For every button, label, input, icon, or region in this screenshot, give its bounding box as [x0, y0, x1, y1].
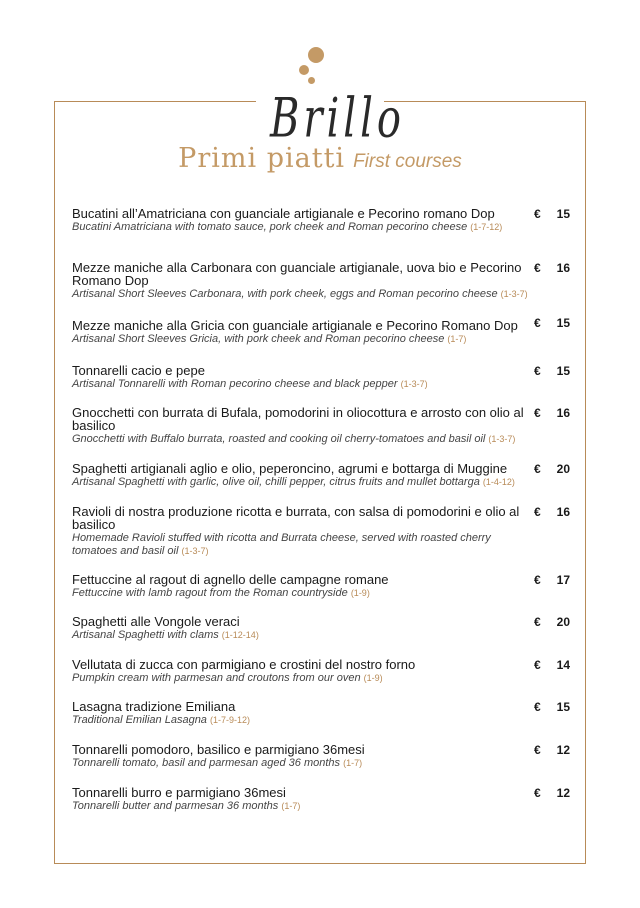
dish-name: Gnocchetti con burrata di Bufala, pomodorini in oliocottura e arrosto con olio al basilico [72, 405, 524, 433]
dish-name: Mezze maniche alla Carbonara con guanciale artigianale, uova bio e Pecorino Romano Dop [72, 260, 522, 288]
logo-dot-large [308, 47, 324, 63]
allergen-codes: (1-7) [447, 334, 467, 344]
allergen-codes: (1-9) [350, 588, 370, 598]
dish-description: Fettuccine with lamb ragout from the Roman countryside (1-9) [72, 587, 370, 599]
allergen-codes: (1-3-7) [488, 434, 516, 444]
menu-item [72, 786, 532, 813]
dish-name: Bucatini all’Amatriciana con guanciale artigianale e Pecorino romano Dop [72, 206, 495, 221]
menu-item [72, 462, 532, 489]
menu-item [72, 364, 532, 391]
dish-name: Spaghetti alle Vongole veraci [72, 614, 240, 629]
logo-dot-small [308, 77, 315, 84]
dish-description: Artisanal Short Sleeves Gricia, with pork cheek and Roman pecorino cheese (1-7) [72, 333, 467, 345]
allergen-codes: (1-3-7) [400, 379, 428, 389]
menu-item [72, 406, 532, 446]
allergen-codes: (1-3-7) [181, 546, 209, 556]
dish-name: Tonnarelli cacio e pepe [72, 363, 205, 378]
dish-description: Homemade Ravioli stuffed with ricotta and Burrata cheese, served with roasted cherry tomatoes and basil oil (1-3-7) [72, 532, 491, 557]
allergen-codes: (1-7-9-12) [210, 715, 251, 725]
brillo-logo [262, 44, 405, 151]
dish-name: Ravioli di nostra produzione ricotta e burrata, con salsa di pomodorini e olio al basilico [72, 504, 520, 532]
dish-description: Gnocchetti with Buffalo burrata, roasted and cooking oil cherry-tomatoes and basil oil (1-3-7) [72, 433, 516, 445]
allergen-codes: (1-7-12) [470, 222, 503, 232]
menu-item [72, 700, 532, 727]
menu-item [72, 505, 532, 558]
section-title-english: First courses [353, 151, 462, 172]
allergen-codes: (1-7) [343, 758, 363, 768]
menu-item [72, 319, 532, 346]
dish-description: Artisanal Spaghetti with garlic, olive oil, chilli pepper, citrus fruits and mullet bottarga (1-4-12) [72, 476, 515, 488]
menu-item [72, 207, 532, 234]
dish-name: Tonnarelli pomodoro, basilico e parmigiano 36mesi [72, 742, 365, 757]
menu-item [72, 573, 532, 600]
logo-word: Brillo [270, 88, 405, 151]
dish-description: Tonnarelli butter and parmesan 36 months (1-7) [72, 800, 301, 812]
allergen-codes: (1-4-12) [482, 477, 515, 487]
dish-name: Spaghetti artigianali aglio e olio, peperoncino, agrumi e bottarga di Muggine [72, 461, 508, 476]
menu-item [72, 658, 532, 685]
allergen-codes: (1-9) [363, 673, 383, 683]
dish-description: Pumpkin cream with parmesan and croutons from our oven (1-9) [72, 672, 383, 684]
dish-description: Bucatini Amatriciana with tomato sauce, pork cheek and Roman pecorino cheese (1-7-12) [72, 221, 503, 233]
dish-description: Artisanal Short Sleeves Carbonara, with pork cheek, eggs and Roman pecorino cheese (1-3-7) [72, 288, 528, 300]
menu-item [72, 743, 532, 770]
dish-name: Lasagna tradizione Emiliana [72, 699, 236, 714]
dish-name: Mezze maniche alla Gricia con guanciale artigianale e Pecorino Romano Dop [72, 318, 518, 333]
dish-name: Tonnarelli burro e parmigiano 36mesi [72, 785, 286, 800]
dish-description: Tonnarelli tomato, basil and parmesan aged 36 months (1-7) [72, 757, 363, 769]
dish-description: Artisanal Tonnarelli with Roman pecorino cheese and black pepper (1-3-7) [72, 378, 428, 390]
allergen-codes: (1-3-7) [500, 289, 528, 299]
dish-name: Vellutata di zucca con parmigiano e crostini del nostro forno [72, 657, 416, 672]
allergen-codes: (1-7) [281, 801, 301, 811]
logo-dot-medium [299, 65, 309, 75]
dish-description: Artisanal Spaghetti with clams (1-12-14) [72, 629, 259, 641]
allergen-codes: (1-12-14) [221, 630, 259, 640]
dish-description: Traditional Emilian Lasagna (1-7-9-12) [72, 714, 251, 726]
menu-item [72, 261, 532, 301]
section-title-italian: Primi piatti [178, 143, 346, 174]
section-heading [0, 143, 640, 174]
dish-name: Fettuccine al ragout di agnello delle campagne romane [72, 572, 389, 587]
menu-item [72, 615, 532, 642]
